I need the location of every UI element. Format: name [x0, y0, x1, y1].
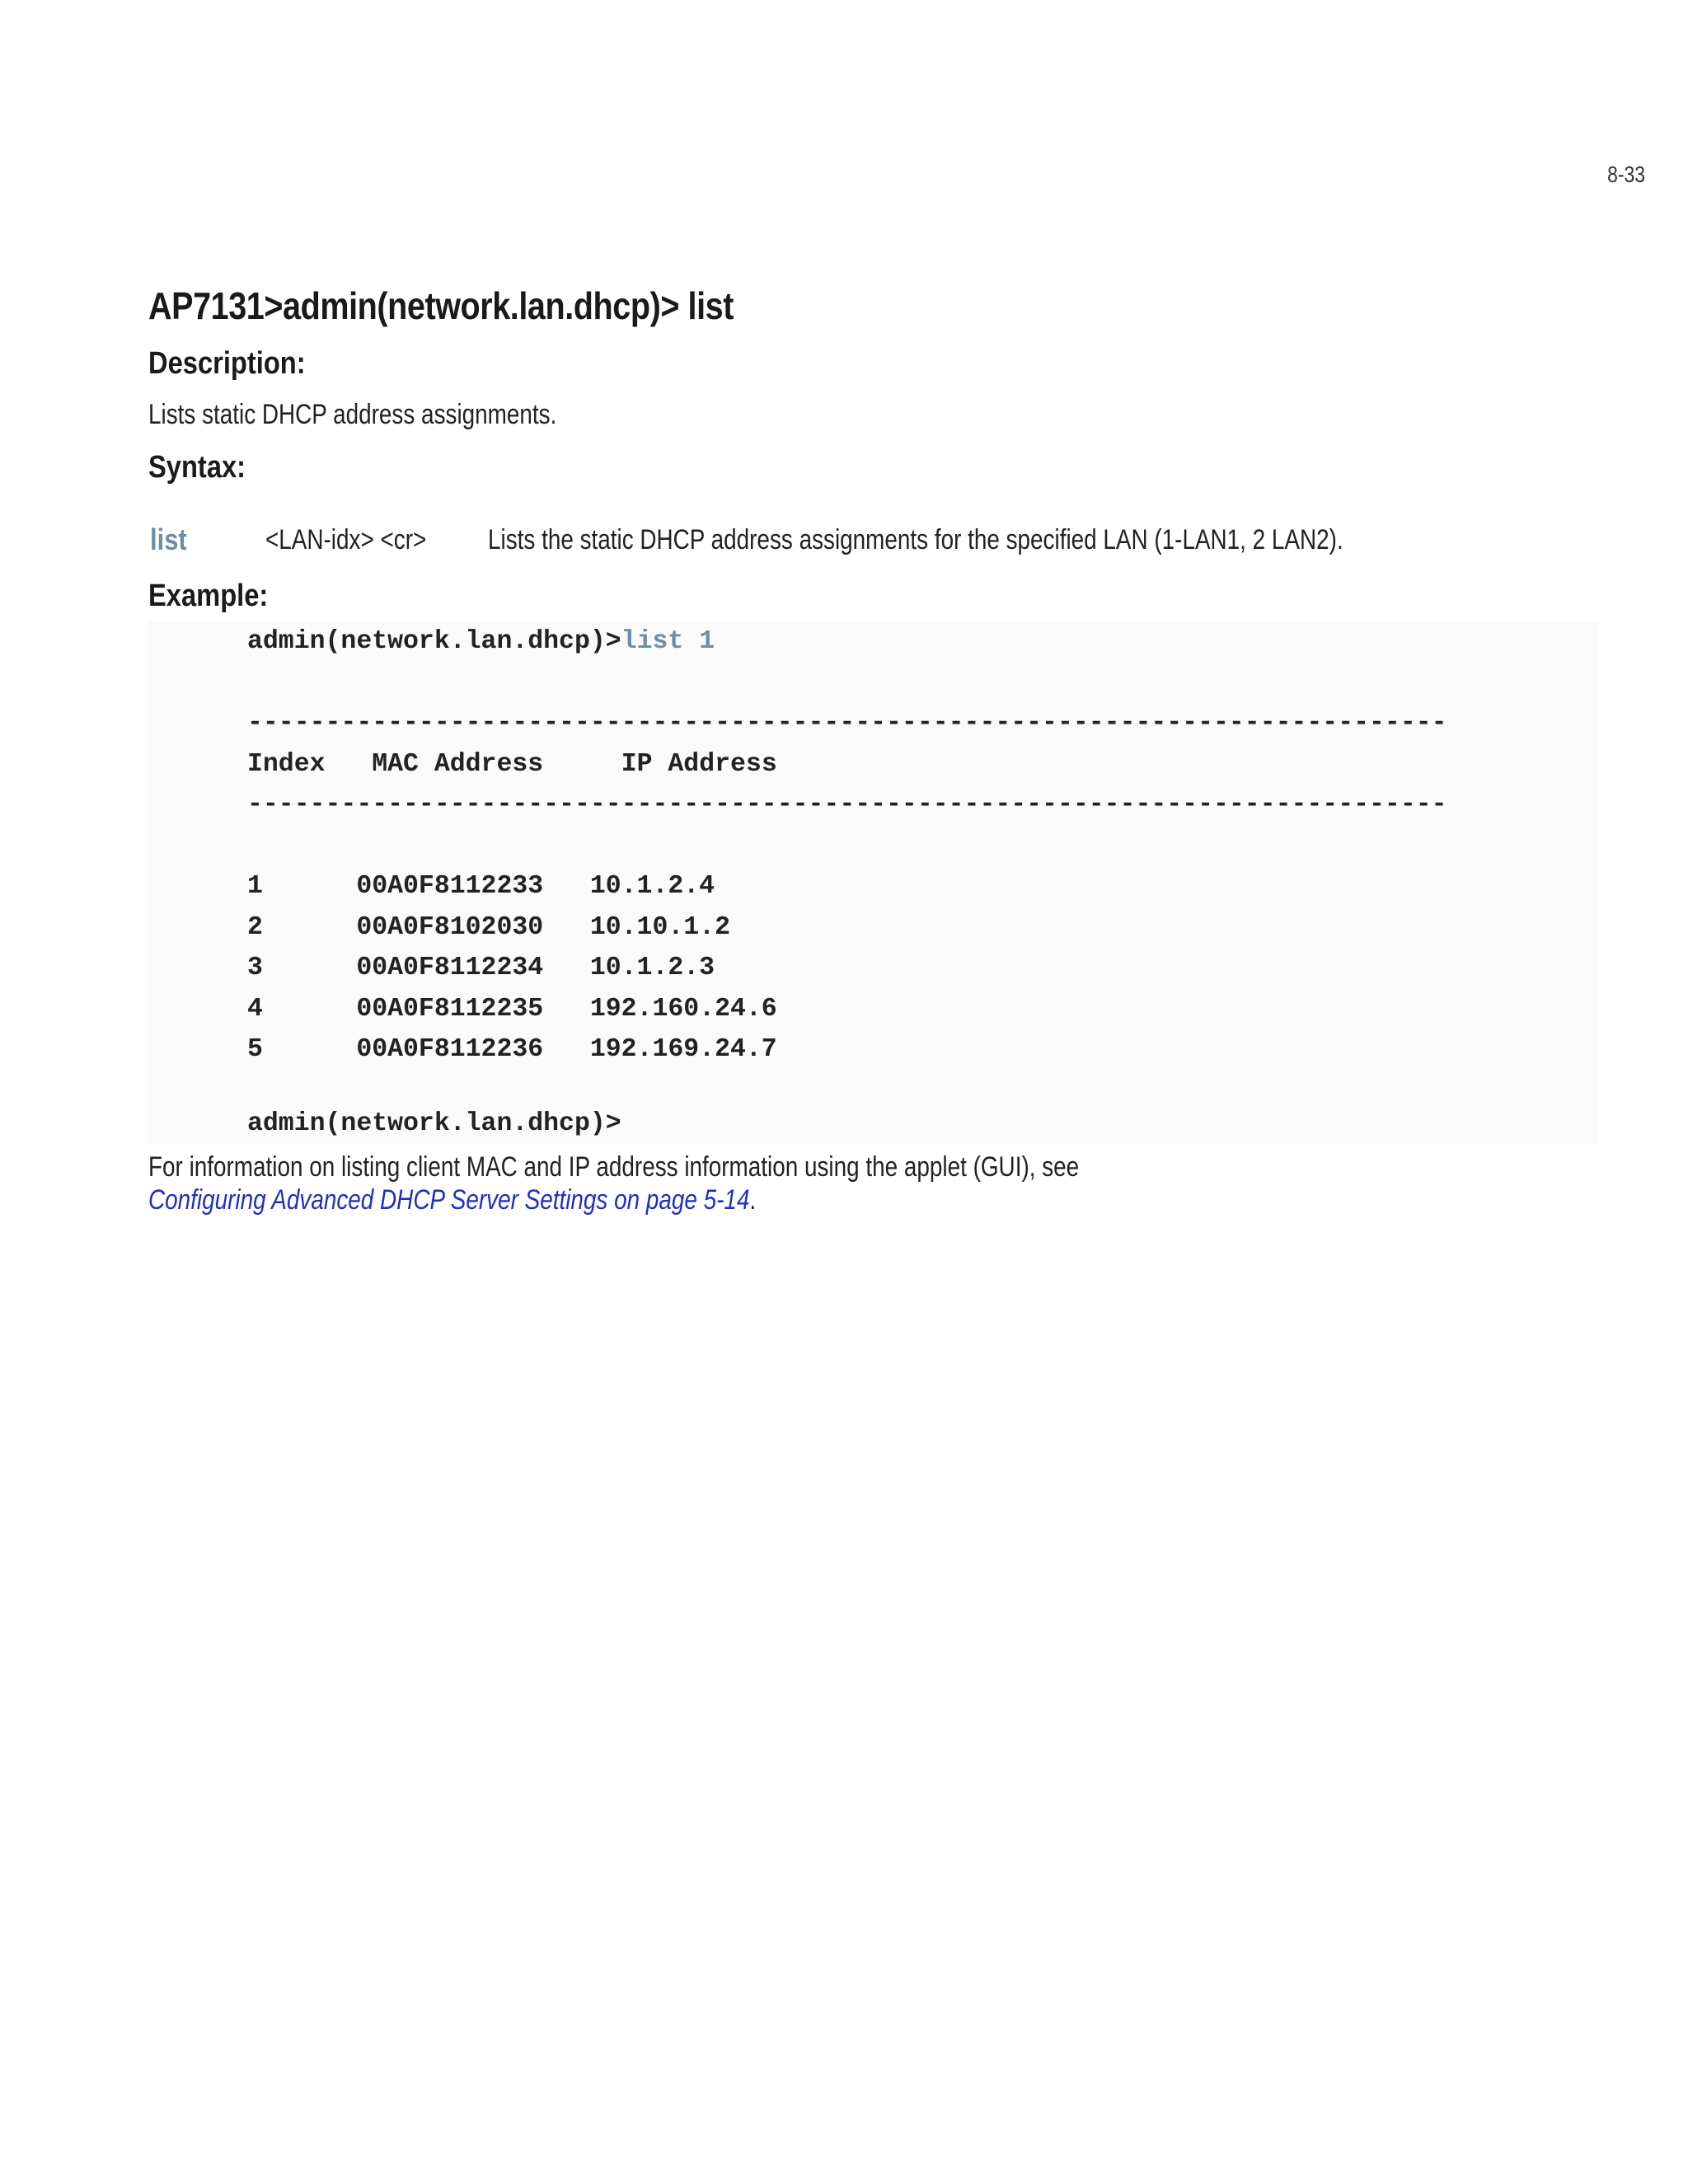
syntax-row: [148, 521, 1599, 562]
row-index: 3: [247, 954, 263, 982]
footer-text: For information on listing client MAC and IP address information using the applet (GUI), see: [148, 1151, 1080, 1183]
row-index: 4: [247, 994, 263, 1024]
code-command-line: [247, 621, 1599, 663]
column-ip-header: IP Address: [621, 749, 777, 779]
row-ip: 10.1.2.4: [589, 872, 715, 901]
syntax-explanation: Lists the static DHCP address assignments for the specified LAN (1-LAN1, 2 LAN2).: [488, 524, 1343, 555]
code-entered-command: list 1: [621, 627, 715, 656]
description-heading: Description:: [148, 346, 306, 381]
footer-paragraph: [148, 1151, 1338, 1216]
code-header-row: [247, 744, 1599, 785]
row-mac: 00A0F8112236: [356, 1035, 544, 1064]
example-heading: Example:: [148, 579, 269, 613]
document-body: [148, 280, 1599, 1216]
table-row: [247, 948, 1599, 989]
page-number: 8-33: [1607, 162, 1645, 187]
row-index: 2: [247, 912, 263, 942]
syntax-arguments: <LAN-idx> <cr>: [265, 524, 427, 555]
column-mac-header: MAC Address: [372, 749, 544, 779]
code-separator-bottom: -----------------------------------------------------------------------------: [247, 790, 1447, 819]
row-mac: 00A0F8112234: [356, 954, 544, 982]
table-row: [247, 907, 1599, 949]
row-ip: 10.10.1.2: [589, 912, 730, 942]
code-table-rows: [247, 866, 1599, 1071]
row-ip: 192.169.24.7: [589, 1035, 777, 1064]
example-code-block: [148, 621, 1599, 1144]
row-mac: 00A0F8112233: [356, 872, 544, 901]
row-mac: 00A0F8112235: [356, 994, 544, 1024]
code-closing-prompt: admin(network.lan.dhcp)>: [247, 1108, 621, 1138]
table-row: [247, 989, 1599, 1030]
table-row: [247, 866, 1599, 907]
command-title: AP7131>admin(network.lan.dhcp)> list: [148, 284, 734, 327]
row-mac: 00A0F8102030: [356, 912, 544, 942]
syntax-command: list: [150, 523, 187, 556]
row-ip: 192.160.24.6: [589, 994, 777, 1024]
row-index: 5: [247, 1035, 263, 1064]
column-index-header: Index: [247, 749, 326, 779]
code-prompt: admin(network.lan.dhcp)>: [247, 627, 621, 656]
row-ip: 10.1.2.3: [589, 954, 715, 982]
footer-link[interactable]: Configuring Advanced DHCP Server Settings on page 5-14: [148, 1184, 750, 1216]
code-separator-top: -----------------------------------------------------------------------------: [247, 709, 1447, 738]
description-text: Lists static DHCP address assignments.: [148, 399, 557, 430]
row-index: 1: [247, 872, 263, 901]
syntax-heading: Syntax:: [148, 450, 246, 485]
footer-trailing: .: [749, 1184, 757, 1216]
table-row: [247, 1029, 1599, 1071]
